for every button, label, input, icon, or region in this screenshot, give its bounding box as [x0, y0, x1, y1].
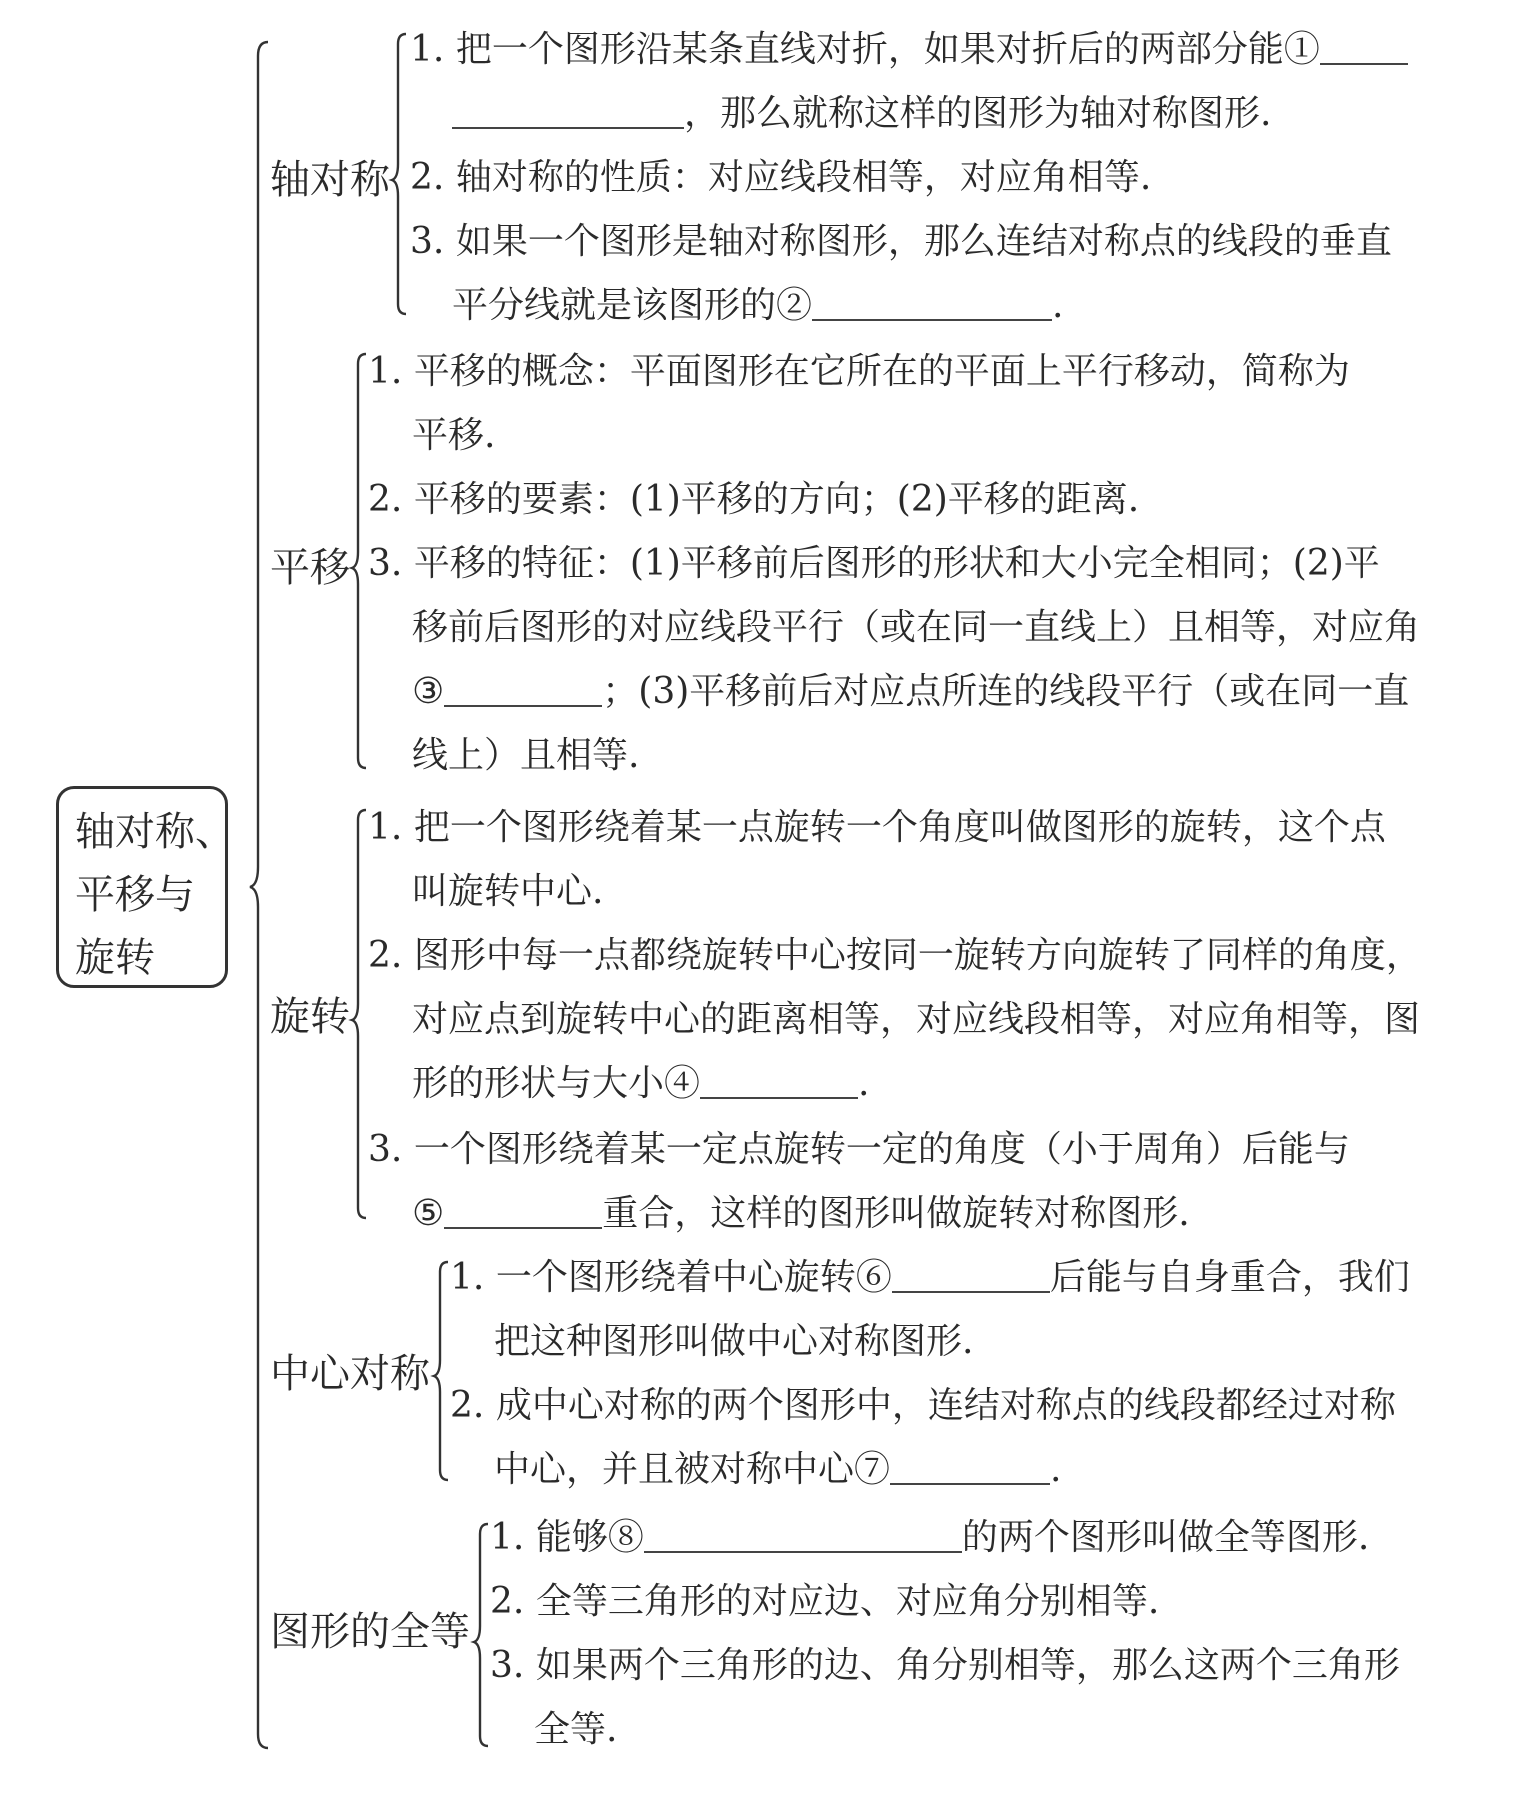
list-item: [410, 18, 1408, 82]
item-text: 一个图形绕着某一定点旋转一定的角度（小于周角）后能与: [413, 1129, 1350, 1170]
list-item: [368, 924, 1422, 988]
root-topic-line: 轴对称、: [75, 809, 235, 855]
item-continuation: [534, 1698, 617, 1762]
item-text: 线上）且相等.: [412, 735, 640, 776]
section-label-central-symmetry: 中心对称: [270, 1351, 430, 1397]
item-text: 对应点到旋转中心的距离相等，对应线段相等，对应角相等，图: [412, 999, 1421, 1040]
list-item: [450, 1374, 1396, 1438]
list-item: [450, 1246, 1410, 1310]
item-number: 2.: [368, 935, 403, 976]
item-text: 的两个图形叫做全等图形.: [961, 1517, 1370, 1558]
item-continuation: [412, 596, 1420, 660]
answer-blank[interactable]: [892, 1253, 1050, 1293]
item-number: 2.: [450, 1385, 485, 1426]
item-text: 全等三角形的对应边、对应角分别相等.: [535, 1581, 1160, 1622]
item-continuation: [412, 404, 495, 468]
item-text: 平分线就是该图形的②: [452, 285, 813, 326]
item-text: 中心，并且被对称中心⑦: [494, 1449, 891, 1490]
item-continuation: [412, 988, 1420, 1052]
list-item: [490, 1506, 1369, 1570]
item-text: 能够⑧: [535, 1517, 644, 1558]
item-number: 2.: [410, 157, 445, 198]
item-text: 把一个图形绕着某一点旋转一个角度叫做图形的旋转，这个点: [413, 807, 1386, 848]
item-text: .: [1050, 1449, 1062, 1490]
answer-blank[interactable]: [444, 1189, 602, 1229]
answer-blank[interactable]: [812, 281, 1052, 321]
item-text: ③: [412, 671, 445, 712]
item-number: 2.: [368, 479, 403, 520]
item-text: 把一个图形沿某条直线对折，如果对折后的两部分能①: [455, 29, 1320, 70]
item-continuation: [412, 660, 1409, 724]
item-number: 1.: [450, 1257, 485, 1298]
item-text: ；(3)平移前后对应点所连的线段平行（或在同一直: [602, 671, 1410, 712]
item-number: 3.: [490, 1645, 525, 1686]
item-number: 1.: [368, 351, 403, 392]
list-item: [368, 796, 1386, 860]
item-text: 轴对称的性质：对应线段相等，对应角相等.: [455, 157, 1152, 198]
answer-blank[interactable]: [644, 1513, 962, 1553]
item-continuation: [412, 1182, 1190, 1246]
root-topic-line: 旋转: [75, 935, 155, 981]
item-continuation: [494, 1438, 1061, 1502]
answer-blank[interactable]: [444, 667, 602, 707]
item-number: 1.: [490, 1517, 525, 1558]
item-text: 如果两个三角形的边、角分别相等，那么这两个三角形: [535, 1645, 1400, 1686]
item-text: 把这种图形叫做中心对称图形.: [494, 1321, 974, 1362]
answer-blank[interactable]: [1320, 25, 1408, 65]
list-item: [410, 210, 1392, 274]
item-text: ⑤: [412, 1193, 445, 1234]
section-label-congruence: 图形的全等: [270, 1609, 470, 1655]
item-text: 全等.: [534, 1709, 618, 1750]
item-continuation: [412, 1052, 869, 1116]
list-item: [368, 340, 1350, 404]
item-text: 平移的特征：(1)平移前后图形的形状和大小完全相同；(2)平: [413, 543, 1380, 584]
item-text: 后能与自身重合，我们: [1049, 1257, 1410, 1298]
item-number: 2.: [490, 1581, 525, 1622]
answer-blank[interactable]: [452, 89, 684, 129]
item-text: 平移的概念：平面图形在它所在的平面上平行移动，简称为: [413, 351, 1350, 392]
list-item: [368, 1118, 1350, 1182]
item-continuation: [412, 860, 603, 924]
item-text: 形的形状与大小④: [412, 1063, 701, 1104]
root-topic-box: [56, 786, 235, 988]
item-text: 平移.: [412, 415, 496, 456]
item-text: 平移的要素：(1)平移的方向；(2)平移的距离.: [413, 479, 1140, 520]
list-item: [490, 1570, 1159, 1634]
list-item: [368, 468, 1139, 532]
item-number: 3.: [368, 543, 403, 584]
item-continuation: [412, 724, 639, 788]
item-text: 重合，这样的图形叫做旋转对称图形.: [602, 1193, 1190, 1234]
item-number: 1.: [368, 807, 403, 848]
section-label-rotation: 旋转: [270, 994, 350, 1040]
section-label-translation: 平移: [270, 545, 350, 591]
item-text: 成中心对称的两个图形中，连结对称点的线段都经过对称: [495, 1385, 1396, 1426]
answer-blank[interactable]: [890, 1445, 1050, 1485]
list-item: [368, 532, 1380, 596]
item-text: 叫旋转中心.: [412, 871, 604, 912]
item-text: .: [1052, 285, 1064, 326]
main-brace: [248, 40, 278, 1750]
item-text: 一个图形绕着中心旋转⑥: [495, 1257, 892, 1298]
item-continuation: [452, 274, 1063, 338]
item-number: 3.: [368, 1129, 403, 1170]
item-text: .: [858, 1063, 870, 1104]
item-continuation: [452, 82, 1271, 146]
list-item: [490, 1634, 1400, 1698]
section-label-axial-symmetry: 轴对称: [270, 157, 390, 203]
answer-blank[interactable]: [700, 1059, 858, 1099]
item-number: 3.: [410, 221, 445, 262]
root-topic-line: 平移与: [75, 872, 195, 918]
item-text: 图形中每一点都绕旋转中心按同一旋转方向旋转了同样的角度，: [413, 935, 1422, 976]
list-item: [410, 146, 1151, 210]
item-text: ，那么就称这样的图形为轴对称图形.: [684, 93, 1272, 134]
item-text: 移前后图形的对应线段平行（或在同一直线上）且相等，对应角: [412, 607, 1421, 648]
item-continuation: [494, 1310, 973, 1374]
item-text: 如果一个图形是轴对称图形，那么连结对称点的线段的垂直: [455, 221, 1392, 262]
item-number: 1.: [410, 29, 445, 70]
